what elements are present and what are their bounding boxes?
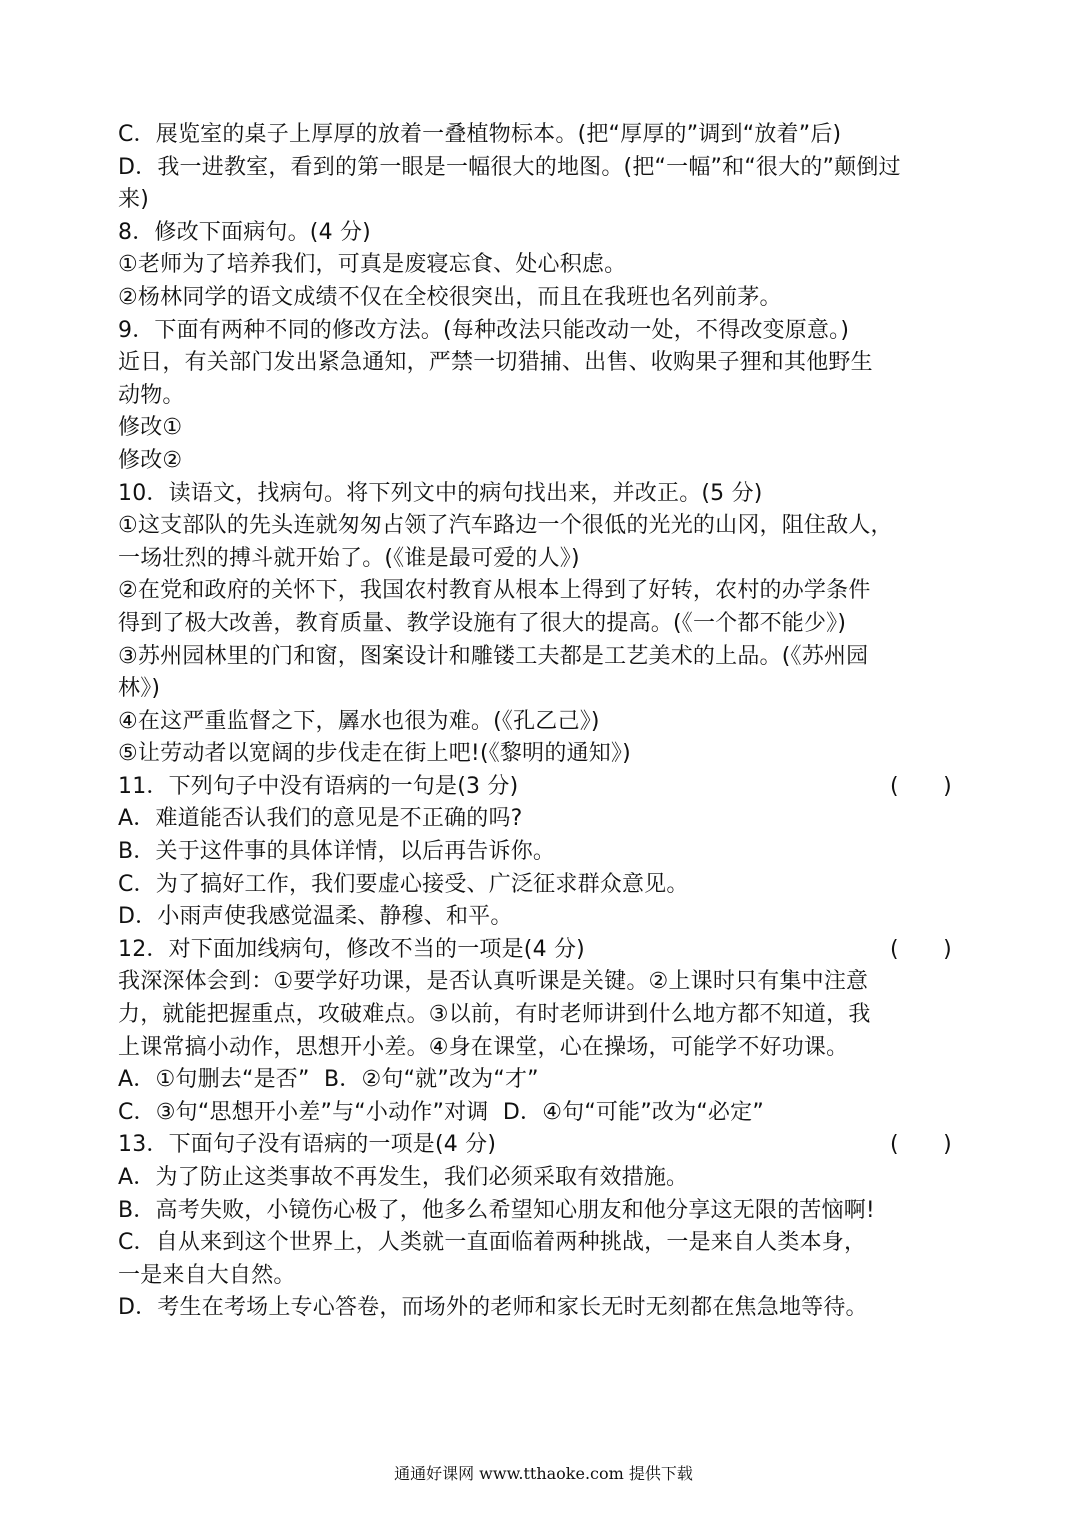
option-a: A．难道能否认我们的意见是不正确的吗? [118,806,523,832]
option-c-continued: 一是来自大自然。 [118,1262,296,1288]
text-line: ①老师为了培养我们，可真是废寝忘食、处心积虑。 [118,252,627,278]
text-line: ⑤让劳动者以宽阔的步伐走在街上吧!(《黎明的通知》) [118,741,631,767]
text-line: C．展览室的桌子上厚厚的放着一叠植物标本。(把“厚厚的”调到“放着”后) [118,122,842,147]
passage-line: 力，就能把握重点，攻破难点。③以前，有时老师讲到什么地方都不知道，我 [118,1002,871,1028]
question-stem-text: 12．对下面加线病句，修改不当的一项是(4 分) [118,936,585,962]
text-line: D．我一进教室，看到的第一眼是一幅很大的地图。(把“一幅”和“很大的”颠倒过 [118,154,901,180]
text-line: ②在党和政府的关怀下，我国农村教育从根本上得到了好转，农村的办学条件 [118,578,871,604]
text-line: 来) [118,187,149,213]
text-line: ④在这严重监督之下，羼水也很为难。(《孔乙己》) [118,708,600,734]
answer-parentheses: ( ) [890,1132,952,1158]
question-10-stem: 10．读语文，找病句。将下列文中的病句找出来，并改正。(5 分) [118,480,763,506]
question-stem-text: 13．下面句子没有语病的一项是(4 分) [118,1132,497,1158]
question-stem-text: 11．下列句子中没有语病的一句是(3 分) [118,773,519,799]
revision-1-label: 修改① [118,415,183,441]
question-8-stem: 8．修改下面病句。(4 分) [118,219,371,245]
option-d: D．小雨声使我感觉温柔、静穆、和平。 [118,904,513,930]
question-12-stem [118,934,978,967]
text-line: 近日，有关部门发出紧急通知，严禁一切猎捕、出售、收购果子狸和其他野生 [118,350,873,376]
passage-line: 我深深体会到：①要学好功课，是否认真听课是关键。②上课时只有集中注意 [118,969,869,995]
question-13-stem [118,1129,978,1162]
option-c: C．自从来到这个世界上，人类就一直面临着两种挑战，一是来自人类本身， [118,1230,867,1256]
document-page [118,119,978,1325]
option-a-b: A．①句删去“是否” B．②句“就”改为“才” [118,1067,539,1093]
revision-2-label: 修改② [118,447,183,473]
question-11-stem [118,771,978,804]
text-line: ①这支部队的先头连就匆匆占领了汽车路边一个很低的光光的山冈，阻住敌人， [118,513,893,539]
text-line: 动物。 [118,382,185,408]
option-c: C．为了搞好工作，我们要虚心接受、广泛征求群众意见。 [118,871,689,897]
text-line: 林》) [118,676,161,702]
text-line: ③苏州园林里的门和窗，图案设计和雕镂工夫都是工艺美术的上品。(《苏州园 [118,643,869,669]
text-line: ②杨林同学的语文成绩不仅在全校很突出，而且在我班也名列前茅。 [118,284,782,310]
page-footer: 通通好课网 www.tthaoke.com 提供下载 [394,1464,693,1483]
option-b: B．关于这件事的具体详情，以后再告诉你。 [118,839,556,865]
answer-parentheses: ( ) [890,936,952,962]
option-c-d: C．③句“思想开小差”与“小动作”对调 D．④句“可能”改为“必定” [118,1099,764,1125]
option-a: A．为了防止这类事故不再发生，我们必须采取有效措施。 [118,1165,689,1190]
option-d: D．考生在考场上专心答卷，而场外的老师和家长无时无刻都在焦急地等待。 [118,1295,868,1321]
text-line: 一场壮烈的搏斗就开始了。(《谁是最可爱的人》) [118,545,580,571]
passage-line: 上课常搞小动作，思想开小差。④身在课堂，心在操场，可能学不好功课。 [118,1034,849,1060]
text-line: 得到了极大改善，教育质量、教学设施有了很大的提高。(《一个都不能少》) [118,610,847,636]
question-9-stem: 9．下面有两种不同的修改方法。(每种改法只能改动一处，不得改变原意。) [118,317,850,343]
answer-parentheses: ( ) [890,773,952,799]
option-b: B．高考失败，小镜伤心极了，他多么希望知心朋友和他分享这无限的苦恼啊! [118,1197,875,1223]
